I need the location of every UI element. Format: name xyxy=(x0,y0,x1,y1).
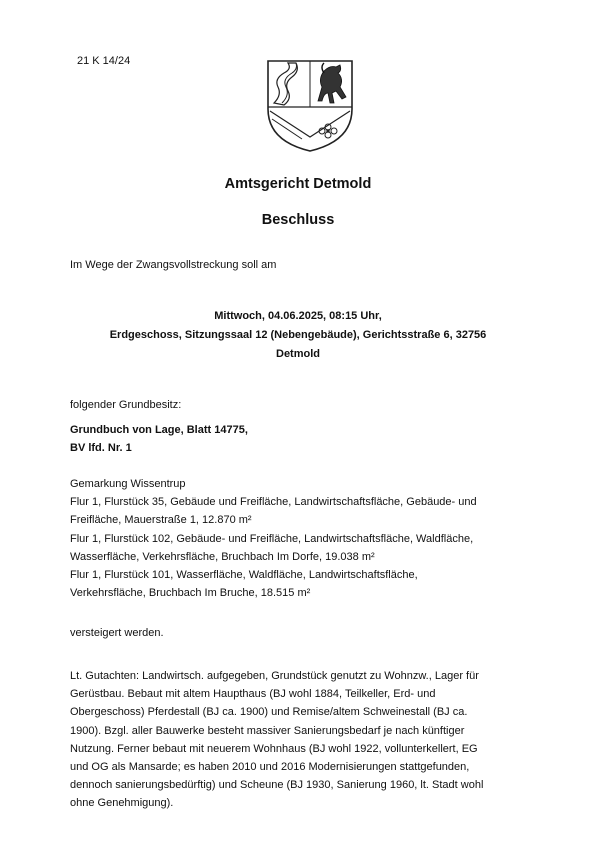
parcel-line: Flur 1, Flurstück 35, Gebäude und Freifläche, Landwirtschaftsfläche, Gebäude- und xyxy=(70,496,477,509)
auction-location-line: Erdgeschoss, Sitzungssaal 12 (Nebengebäude), Gerichtsstraße 6, 32756 xyxy=(109,329,487,341)
parcel-line: Verkehrsfläche, Bruchbach Im Bruche, 18.515 m² xyxy=(70,587,311,600)
auction-date-line: Mittwoch, 04.06.2025, 08:15 Uhr, xyxy=(214,310,382,322)
property-intro: folgender Grundbesitz: xyxy=(70,399,182,411)
coat-of-arms-emblem xyxy=(262,57,358,153)
appraisal-line: Obergeschoss) Pferdestall (BJ ca. 1900) und Remise/altem Schweinestall (BJ ca. xyxy=(70,706,468,719)
parcel-line: Gemarkung Wissentrup xyxy=(70,478,186,490)
decision-title: Beschluss xyxy=(261,212,335,228)
intro-text: Im Wege der Zwangsvollstreckung soll am xyxy=(70,259,277,271)
appraisal-line: Lt. Gutachten: Landwirtsch. aufgegeben, Grundstück genutzt zu Wohnzw., Lager für xyxy=(70,670,479,682)
auction-details xyxy=(70,307,526,364)
case-number: 21 K 14/24 xyxy=(77,55,131,67)
appraisal-line: dennoch sanierungsbedürftig) und Scheune (BJ 1930, Sanierung 1960, lt. Stadt wohl xyxy=(70,779,484,792)
land-register xyxy=(70,421,248,457)
parcel-line: Flur 1, Flurstück 101, Wasserfläche, Waldfläche, Landwirtschaftsfläche, xyxy=(70,569,418,582)
appraisal-line: Gerüstbau. Bebaut mit altem Haupthaus (BJ wohl 1884, Teilkeller, Erd- und xyxy=(70,688,436,701)
appraisal-line: 1900). Bzgl. aller Bauwerke besteht massiver Sanierungsbedarf je nach künftiger xyxy=(70,724,465,737)
parcel-line: Freifläche, Mauerstraße 1, 12.870 m² xyxy=(70,514,252,527)
appraisal-line: Nutzung. Ferner bebaut mit neuerem Wohnhaus (BJ wohl 1922, vollunterkellert, EG xyxy=(70,742,478,755)
appraisal-text xyxy=(70,667,483,813)
auction-city-line: Detmold xyxy=(276,348,320,360)
parcel-line: Wasserfläche, Verkehrsfläche, Bruchbach Im Dorfe, 19.038 m² xyxy=(70,550,375,563)
land-register-line: BV lfd. Nr. 1 xyxy=(70,442,132,454)
court-name: Amtsgericht Detmold xyxy=(224,176,372,192)
outcome-text: versteigert werden. xyxy=(70,627,164,639)
parcel-line: Flur 1, Flurstück 102, Gebäude- und Freifläche, Landwirtschaftsfläche, Waldfläche, xyxy=(70,532,474,545)
parcel-list xyxy=(70,475,477,602)
land-register-line: Grundbuch von Lage, Blatt 14775, xyxy=(70,424,248,436)
appraisal-line: ohne Genehmigung). xyxy=(70,797,174,810)
appraisal-line: und OG als Mansarde; es haben 2010 und 2016 Modernisierungen stattgefunden, xyxy=(70,761,470,774)
